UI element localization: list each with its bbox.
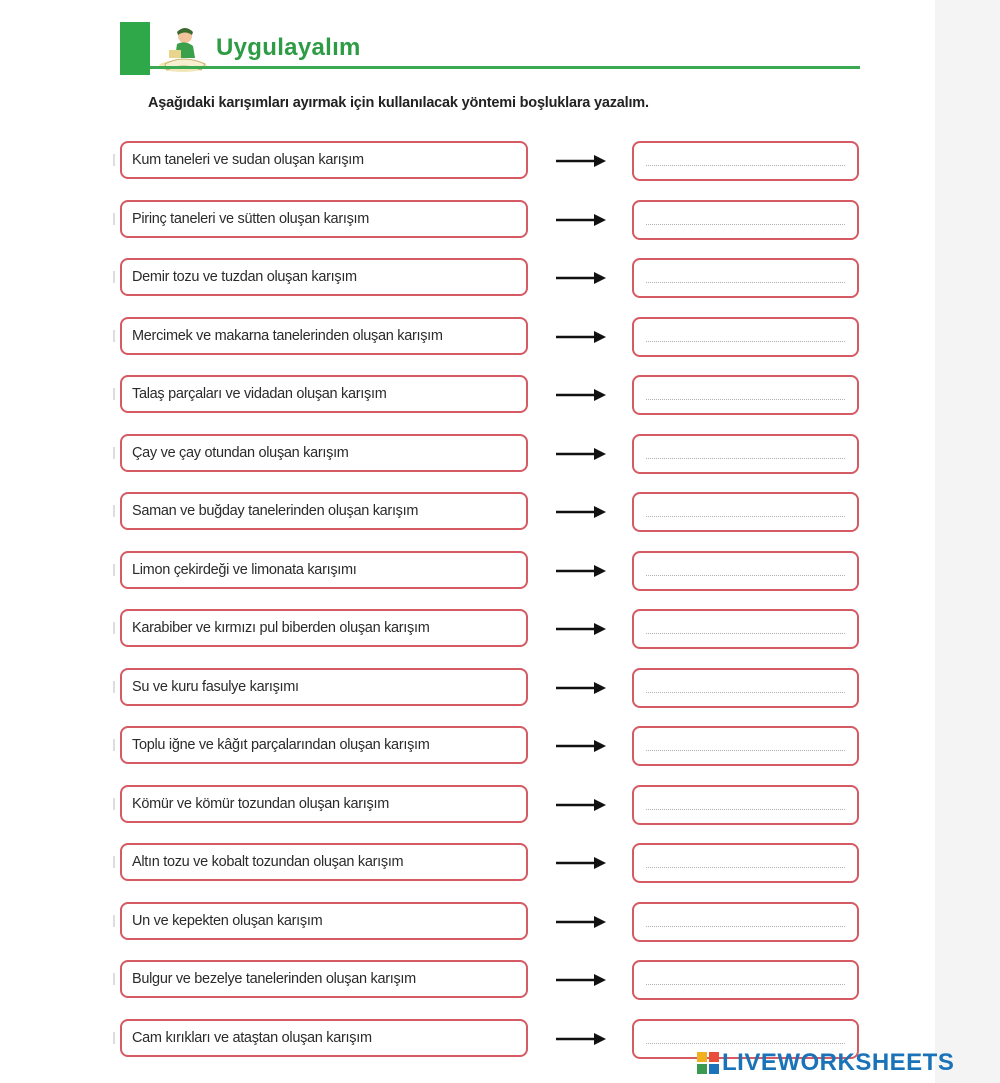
mixture-box: Kömür ve kömür tozundan oluşan karışım <box>120 785 528 823</box>
arrow-right-icon <box>556 271 606 285</box>
arrow-right-icon <box>556 388 606 402</box>
liveworksheets-watermark <box>697 1046 954 1080</box>
row-tick <box>113 447 115 459</box>
answer-input[interactable] <box>632 258 859 298</box>
page-margin-strip <box>935 0 1000 1083</box>
answer-input[interactable] <box>632 375 859 415</box>
watermark-text: LIVEWORKSHEETS <box>722 1049 955 1076</box>
arrow-right-icon <box>556 154 606 168</box>
arrow-right-icon <box>556 739 606 753</box>
section-color-bar <box>120 22 150 75</box>
arrow-right-icon <box>556 1032 606 1046</box>
answer-input[interactable] <box>632 200 859 240</box>
answer-input[interactable] <box>632 434 859 474</box>
arrow-right-icon <box>556 915 606 929</box>
exercise-row <box>0 842 935 886</box>
row-tick <box>113 388 115 400</box>
row-tick <box>113 154 115 166</box>
arrow-right-icon <box>556 681 606 695</box>
row-tick <box>113 622 115 634</box>
arrow-right-icon <box>556 505 606 519</box>
answer-input[interactable] <box>632 843 859 883</box>
answer-input[interactable] <box>632 609 859 649</box>
mixture-box: Saman ve buğday tanelerinden oluşan karışım <box>120 492 528 530</box>
exercise-row <box>0 316 935 360</box>
row-tick <box>113 798 115 810</box>
row-tick <box>113 1032 115 1044</box>
mixture-box: Çay ve çay otundan oluşan karışım <box>120 434 528 472</box>
row-tick <box>113 681 115 693</box>
section-title: Uygulayalım <box>216 34 361 61</box>
row-tick <box>113 213 115 225</box>
mixture-box: Bulgur ve bezelye tanelerinden oluşan karışım <box>120 960 528 998</box>
arrow-right-icon <box>556 213 606 227</box>
row-tick <box>113 739 115 751</box>
row-tick <box>113 973 115 985</box>
exercise-row <box>0 901 935 945</box>
row-tick <box>113 271 115 283</box>
answer-input[interactable] <box>632 492 859 532</box>
mixture-box: Un ve kepekten oluşan karışım <box>120 902 528 940</box>
exercise-row <box>0 199 935 243</box>
mixture-box: Toplu iğne ve kâğıt parçalarından oluşan karışım <box>120 726 528 764</box>
row-tick <box>113 856 115 868</box>
arrow-right-icon <box>556 330 606 344</box>
exercise-row <box>0 959 935 1003</box>
mixture-box: Karabiber ve kırmızı pul biberden oluşan karışım <box>120 609 528 647</box>
mixture-box: Kum taneleri ve sudan oluşan karışım <box>120 141 528 179</box>
row-tick <box>113 330 115 342</box>
answer-input[interactable] <box>632 785 859 825</box>
mixture-box: Limon çekirdeği ve limonata karışımı <box>120 551 528 589</box>
exercise-row <box>0 140 935 184</box>
mixture-box: Pirinç taneleri ve sütten oluşan karışım <box>120 200 528 238</box>
row-tick <box>113 915 115 927</box>
mixture-box: Altın tozu ve kobalt tozundan oluşan karışım <box>120 843 528 881</box>
liveworksheets-logo-icon <box>697 1052 719 1074</box>
answer-input[interactable] <box>632 902 859 942</box>
arrow-right-icon <box>556 856 606 870</box>
exercise-row <box>0 667 935 711</box>
mixture-box: Su ve kuru fasulye karışımı <box>120 668 528 706</box>
instruction-text: Aşağıdaki karışımları ayırmak için kullanılacak yöntemi boşluklara yazalım. <box>148 95 649 111</box>
exercise-row <box>0 257 935 301</box>
answer-input[interactable] <box>632 141 859 181</box>
answer-input[interactable] <box>632 960 859 1000</box>
title-underline <box>150 66 860 69</box>
exercise-row <box>0 550 935 594</box>
mixture-box: Mercimek ve makarna tanelerinden oluşan karışım <box>120 317 528 355</box>
exercise-row <box>0 374 935 418</box>
row-tick <box>113 564 115 576</box>
mixture-box: Cam kırıkları ve ataştan oluşan karışım <box>120 1019 528 1057</box>
arrow-right-icon <box>556 564 606 578</box>
exercise-row <box>0 433 935 477</box>
arrow-right-icon <box>556 447 606 461</box>
answer-input[interactable] <box>632 726 859 766</box>
exercise-row <box>0 491 935 535</box>
exercise-row <box>0 725 935 769</box>
answer-input[interactable] <box>632 551 859 591</box>
arrow-right-icon <box>556 973 606 987</box>
row-tick <box>113 505 115 517</box>
answer-input[interactable] <box>632 668 859 708</box>
exercise-row <box>0 608 935 652</box>
answer-input[interactable] <box>632 317 859 357</box>
arrow-right-icon <box>556 622 606 636</box>
mixture-box: Talaş parçaları ve vidadan oluşan karışım <box>120 375 528 413</box>
mixture-box: Demir tozu ve tuzdan oluşan karışım <box>120 258 528 296</box>
arrow-right-icon <box>556 798 606 812</box>
exercise-row <box>0 784 935 828</box>
